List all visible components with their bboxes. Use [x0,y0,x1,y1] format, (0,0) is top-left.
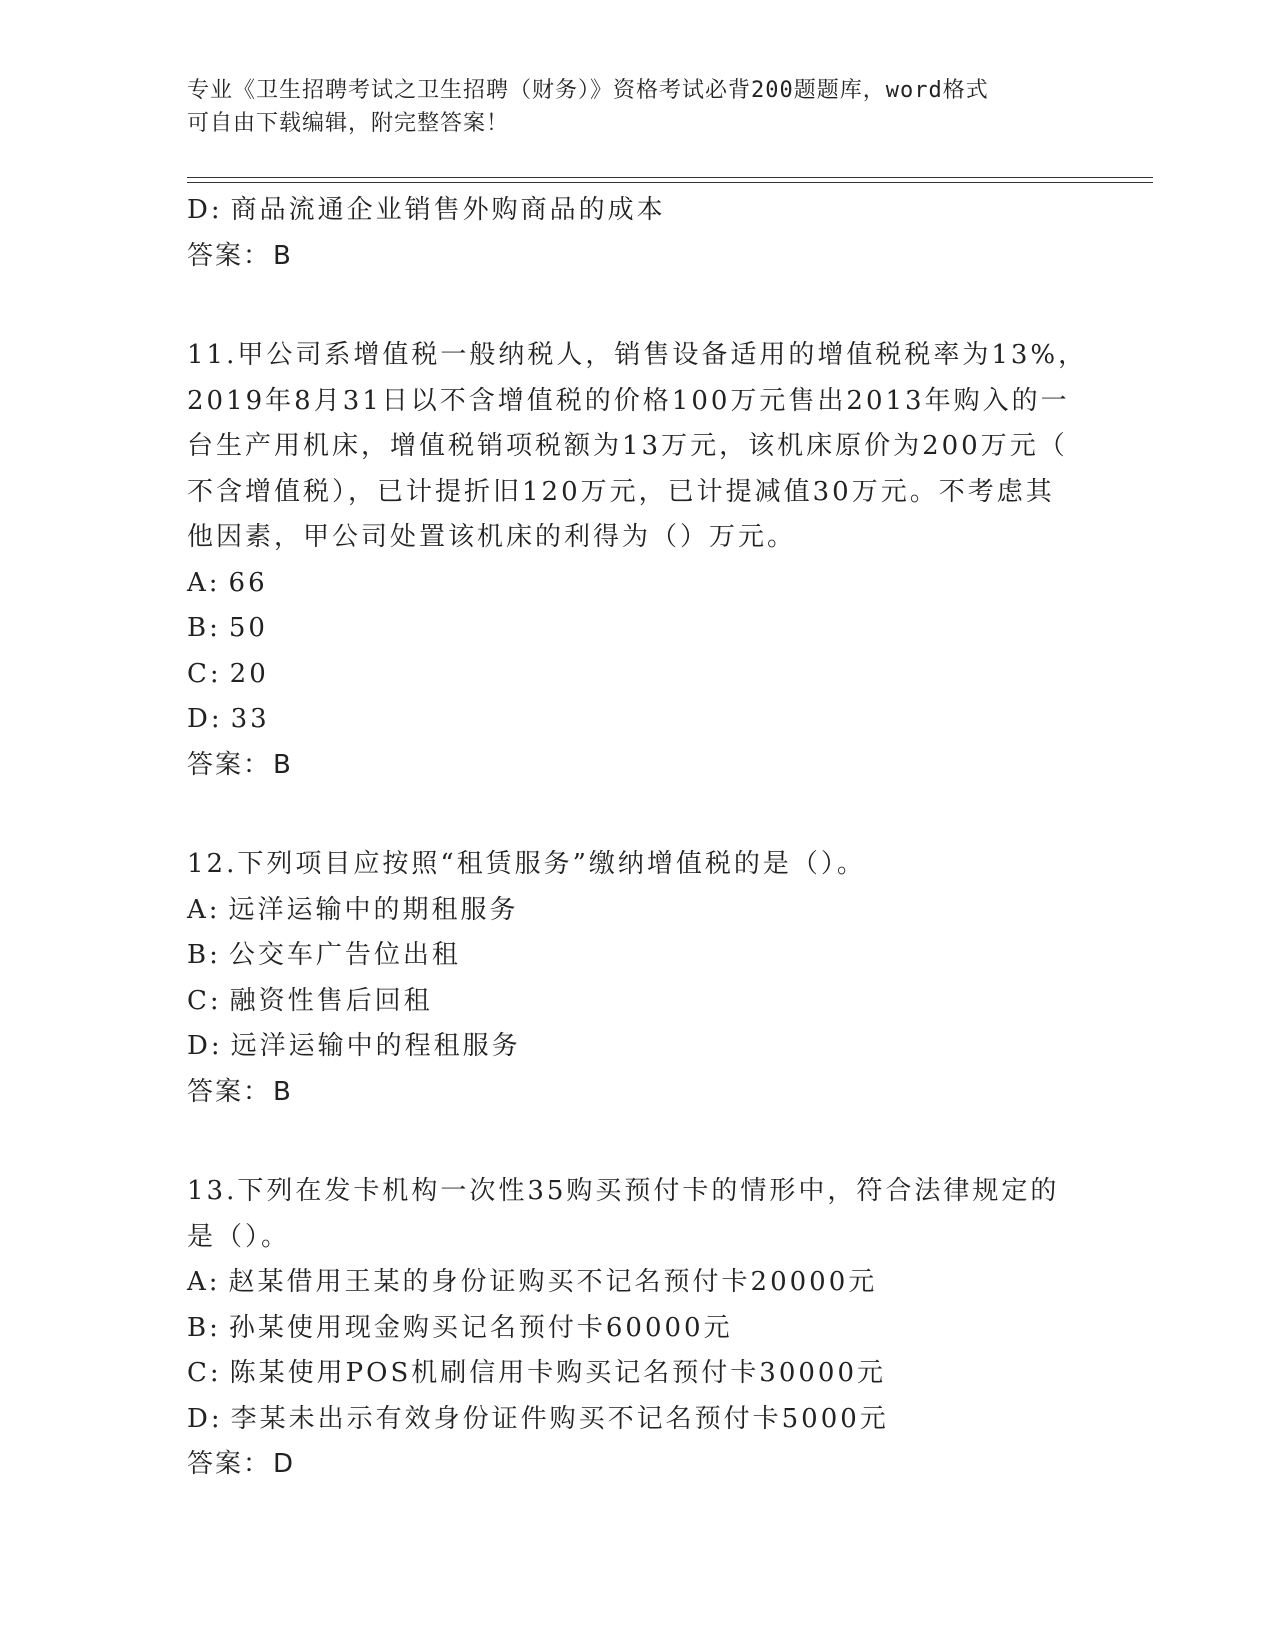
question-stem-line: 12.下列项目应按照“租赁服务”缴纳增值税的是（）。 [187,849,866,879]
question-stem-line: 台生产用机床，增值税销项税额为13万元，该机床原价为200万元（ [187,431,1068,461]
page-header [187,74,1067,140]
option-b [187,1306,1087,1352]
option-key: B: [187,1312,221,1343]
question-13 [187,1169,1087,1488]
option-text: 李某未出示有效身份证件购买不记名预付卡5000元 [230,1403,889,1434]
option-text: 赵某借用王某的身份证购买不记名预付卡20000元 [228,1267,878,1297]
option-d [187,1397,1087,1443]
option-text: 远洋运输中的程租服务 [230,1031,521,1061]
option-key: A: [187,1267,221,1297]
option-key: C: [187,985,222,1016]
option-text: 孙某使用现金购买记名预付卡60000元 [228,1312,733,1343]
answer-value: B [273,1076,293,1107]
document-body [187,188,1087,1488]
header-divider-bottom [187,182,1153,183]
question-12 [187,842,1087,1115]
option-c [187,1351,1087,1397]
answer-value: B [273,240,293,271]
question-11 [187,333,1087,788]
option-b [187,933,1087,979]
question-stem-line: 11.甲公司系增值税一般纳税人，销售设备适用的增值税税率为13%， [187,340,1088,370]
spacer [187,788,1087,842]
option-key: C: [187,1358,222,1388]
option-key: A: [187,894,221,925]
option-text: 远洋运输中的期租服务 [228,894,519,925]
question-stem-line: 是（）。 [187,1221,291,1252]
option-text: 陈某使用POS机刷信用卡购买记名预付卡30000元 [229,1358,886,1388]
question-stem-line: 2019年8月31日以不含增值税的价格100万元售出2013年购入的一 [187,385,1070,416]
option-text: 融资性售后回租 [229,985,433,1016]
answer-line [187,743,1087,789]
question-stem-line: 不含增值税），已计提折旧120万元，已计提减值30万元。不考虑其 [187,476,1055,507]
option-d [187,1024,1087,1070]
spacer [187,1115,1087,1169]
option-c [187,979,1087,1025]
option-text: 商品流通企业销售外购商品的成本 [230,195,666,225]
option-key: B: [187,940,221,970]
option-key: C: [187,658,222,689]
answer-label: 答案： [187,240,272,271]
option-a [187,561,1087,607]
option-text: 20 [229,658,269,689]
option-key: B: [187,613,221,643]
option-b [187,606,1087,652]
option-key: D: [187,195,223,225]
spacer [187,279,1087,333]
option-a [187,888,1087,934]
option-c [187,652,1087,698]
header-divider-top [187,177,1153,178]
option-text: 50 [228,613,268,643]
answer-value: B [273,749,293,780]
option-d [187,697,1087,743]
answer-label: 答案： [187,1076,272,1107]
header-line-1: 专业《卫生招聘考试之卫生招聘（财务）》资格考试必背200题题库，word格式 [187,78,989,103]
question-stem-line: 他因素，甲公司处置该机床的利得为（）万元。 [187,522,797,552]
option-text: 公交车广告位出租 [228,940,461,970]
answer-line [187,234,1087,280]
question-stem-line: 13.下列在发卡机构一次性35购买预付卡的情形中，符合法律规定的 [187,1176,1060,1206]
answer-label: 答案： [187,1449,272,1479]
answer-value: D [273,1449,296,1479]
option-text: 66 [228,567,268,598]
option-text: 33 [230,704,270,734]
option-key: D: [187,704,223,734]
header-line-2: 可自由下载编辑，附完整答案！ [187,111,510,136]
option-a [187,1260,1087,1306]
answer-label: 答案： [187,749,272,780]
option-d [187,188,1087,234]
option-key: D: [187,1403,223,1434]
option-key: A: [187,567,221,598]
answer-line [187,1070,1087,1116]
option-key: D: [187,1031,223,1061]
answer-line [187,1442,1087,1488]
